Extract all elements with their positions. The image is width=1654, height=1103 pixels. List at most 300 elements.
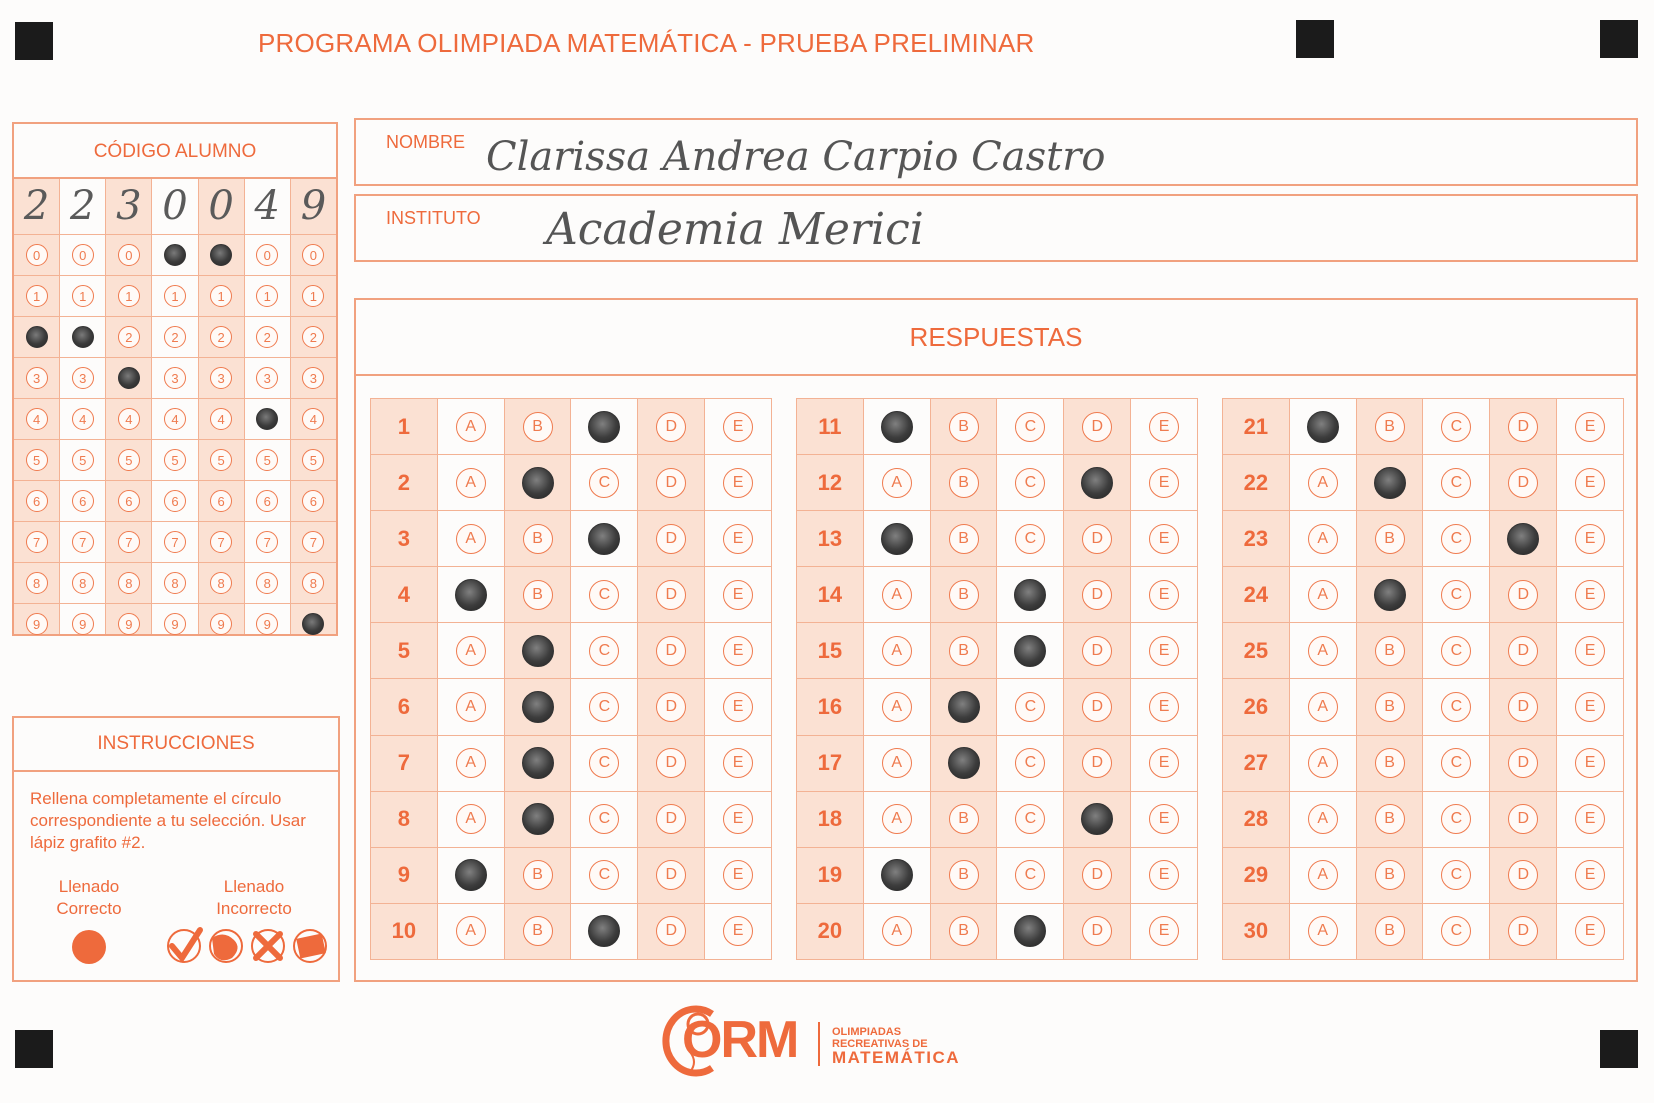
answer-bubble-a[interactable]: A — [882, 468, 912, 498]
code-bubble-8[interactable]: 8 — [210, 572, 232, 594]
answer-bubble-c[interactable]: C — [1441, 524, 1471, 554]
code-bubble-7[interactable]: 7 — [302, 531, 324, 553]
answer-bubble-d[interactable]: D — [1082, 860, 1112, 890]
code-bubble-6[interactable]: 6 — [302, 490, 324, 512]
answer-bubble-a[interactable]: A — [456, 692, 486, 722]
code-bubble-7[interactable]: 7 — [210, 531, 232, 553]
answer-bubble-a[interactable]: A — [456, 748, 486, 778]
answer-row-9 — [371, 848, 771, 904]
code-cell — [199, 317, 244, 358]
answer-bubble-c[interactable]: C — [589, 636, 619, 666]
answer-bubble-c[interactable]: C — [589, 468, 619, 498]
code-bubble-1[interactable]: 1 — [72, 285, 94, 307]
code-cell — [60, 276, 105, 317]
code-bubble-4[interactable]: 4 — [72, 408, 94, 430]
option-cell — [1490, 455, 1557, 510]
answer-bubble-b[interactable]: B — [1375, 524, 1405, 554]
code-cell — [291, 481, 336, 522]
code-cell — [152, 481, 197, 522]
answer-bubble-a[interactable]: A — [882, 580, 912, 610]
option-cell — [931, 904, 998, 959]
code-bubble-7[interactable]: 7 — [26, 531, 48, 553]
code-bubble-0[interactable] — [164, 244, 186, 266]
code-bubble-2[interactable] — [72, 326, 94, 348]
code-bubble-3[interactable]: 3 — [26, 367, 48, 389]
code-bubble-1[interactable]: 1 — [302, 285, 324, 307]
answer-bubble-a[interactable]: A — [882, 692, 912, 722]
answer-bubble-e[interactable]: E — [1575, 580, 1605, 610]
answer-bubble-b[interactable] — [522, 803, 554, 835]
answer-bubble-a[interactable]: A — [456, 636, 486, 666]
code-cell — [291, 563, 336, 604]
code-bubble-0[interactable]: 0 — [302, 244, 324, 266]
answer-bubble-c[interactable]: C — [1441, 692, 1471, 722]
answer-bubble-e[interactable]: E — [1575, 748, 1605, 778]
answer-bubble-b[interactable]: B — [523, 916, 553, 946]
answer-bubble-b[interactable]: B — [1375, 804, 1405, 834]
answer-bubble-e[interactable]: E — [723, 860, 753, 890]
code-cell — [152, 358, 197, 399]
code-cell — [106, 604, 151, 644]
answer-bubble-a[interactable]: A — [456, 804, 486, 834]
answer-bubble-d[interactable]: D — [656, 804, 686, 834]
answer-bubble-e[interactable]: E — [1149, 748, 1179, 778]
answer-bubble-a[interactable]: A — [882, 748, 912, 778]
answer-bubble-d[interactable]: D — [1508, 860, 1538, 890]
answer-bubble-c[interactable] — [588, 411, 620, 443]
option-cell — [705, 904, 771, 959]
code-bubble-0[interactable]: 0 — [72, 244, 94, 266]
code-bubble-4[interactable]: 4 — [210, 408, 232, 430]
answer-bubble-e[interactable]: E — [723, 580, 753, 610]
answer-bubble-c[interactable]: C — [1015, 524, 1045, 554]
answer-bubble-e[interactable]: E — [1575, 692, 1605, 722]
code-bubble-6[interactable]: 6 — [210, 490, 232, 512]
option-cell — [1357, 736, 1424, 791]
answer-bubble-c[interactable]: C — [1015, 468, 1045, 498]
option-cell — [997, 679, 1064, 734]
question-number: 20 — [817, 918, 843, 944]
answer-bubble-b[interactable]: B — [523, 580, 553, 610]
code-bubble-9[interactable]: 9 — [164, 613, 186, 635]
code-bubble-8[interactable]: 8 — [72, 572, 94, 594]
answer-bubble-b[interactable] — [522, 747, 554, 779]
answer-row-22 — [1223, 455, 1623, 511]
answer-bubble-b[interactable]: B — [1375, 412, 1405, 442]
answer-bubble-d[interactable]: D — [656, 636, 686, 666]
answer-bubble-d[interactable]: D — [656, 916, 686, 946]
answer-bubble-a[interactable] — [455, 859, 487, 891]
answer-bubble-e[interactable]: E — [1149, 524, 1179, 554]
answer-bubble-c[interactable] — [1014, 915, 1046, 947]
answer-bubble-d[interactable] — [1081, 467, 1113, 499]
answer-bubble-d[interactable]: D — [656, 468, 686, 498]
answer-bubble-b[interactable]: B — [1375, 860, 1405, 890]
answer-bubble-d[interactable]: D — [1082, 692, 1112, 722]
answer-bubble-d[interactable]: D — [656, 860, 686, 890]
answer-bubble-c[interactable] — [1014, 635, 1046, 667]
code-bubble-0[interactable]: 0 — [118, 244, 140, 266]
code-bubble-5[interactable]: 5 — [302, 449, 324, 471]
answer-bubble-e[interactable]: E — [723, 412, 753, 442]
answer-bubble-b[interactable] — [1374, 579, 1406, 611]
answer-bubble-a[interactable] — [881, 411, 913, 443]
answer-bubble-e[interactable]: E — [1575, 524, 1605, 554]
answer-bubble-c[interactable]: C — [1015, 692, 1045, 722]
option-cell — [1131, 511, 1197, 566]
answer-bubble-b[interactable]: B — [949, 412, 979, 442]
option-cell — [1290, 567, 1357, 622]
answer-bubble-b[interactable]: B — [1375, 748, 1405, 778]
code-bubble-9[interactable]: 9 — [210, 613, 232, 635]
code-cell — [152, 399, 197, 440]
answer-bubble-a[interactable]: A — [1308, 804, 1338, 834]
answer-bubble-c[interactable]: C — [1015, 412, 1045, 442]
code-bubble-4[interactable]: 4 — [302, 408, 324, 430]
option-cell — [931, 455, 998, 510]
answer-bubble-e[interactable]: E — [1575, 412, 1605, 442]
code-bubble-8[interactable]: 8 — [118, 572, 140, 594]
code-bubble-7[interactable]: 7 — [164, 531, 186, 553]
answer-bubble-c[interactable]: C — [589, 860, 619, 890]
option-cell — [705, 848, 771, 903]
code-cell — [60, 399, 105, 440]
answer-bubble-b[interactable]: B — [523, 524, 553, 554]
answer-bubble-c[interactable]: C — [589, 692, 619, 722]
answer-bubble-c[interactable]: C — [1441, 636, 1471, 666]
answer-bubble-d[interactable]: D — [656, 580, 686, 610]
question-number-cell — [1223, 679, 1290, 734]
option-cell — [505, 679, 572, 734]
answer-bubble-c[interactable]: C — [1441, 860, 1471, 890]
code-bubble-5[interactable]: 5 — [72, 449, 94, 471]
code-bubble-9[interactable] — [302, 613, 324, 635]
answer-bubble-d[interactable]: D — [1082, 748, 1112, 778]
code-cell — [245, 563, 290, 604]
code-bubble-1[interactable]: 1 — [164, 285, 186, 307]
answer-bubble-c[interactable] — [588, 523, 620, 555]
answer-bubble-e[interactable]: E — [723, 692, 753, 722]
answer-bubble-b[interactable]: B — [949, 636, 979, 666]
answer-bubble-d[interactable]: D — [1508, 916, 1538, 946]
answer-bubble-a[interactable]: A — [1308, 580, 1338, 610]
code-bubble-8[interactable]: 8 — [256, 572, 278, 594]
option-cell — [571, 511, 638, 566]
answer-bubble-d[interactable]: D — [656, 692, 686, 722]
answer-bubble-a[interactable]: A — [456, 916, 486, 946]
answer-bubble-d[interactable]: D — [656, 748, 686, 778]
answer-bubble-c[interactable]: C — [1015, 748, 1045, 778]
question-number: 29 — [1243, 862, 1269, 888]
question-number-cell — [1223, 567, 1290, 622]
answer-bubble-d[interactable]: D — [656, 524, 686, 554]
option-cell — [638, 511, 705, 566]
answer-bubble-b[interactable] — [522, 467, 554, 499]
answer-bubble-a[interactable]: A — [1308, 524, 1338, 554]
question-number: 19 — [817, 862, 843, 888]
answer-bubble-e[interactable]: E — [723, 916, 753, 946]
answer-bubble-e[interactable]: E — [1149, 412, 1179, 442]
option-cell — [1131, 679, 1197, 734]
question-number: 25 — [1243, 637, 1269, 663]
answer-bubble-b[interactable]: B — [949, 524, 979, 554]
code-bubble-0[interactable]: 0 — [256, 244, 278, 266]
code-bubble-9[interactable]: 9 — [26, 613, 48, 635]
handwritten-digit: 0 — [199, 179, 244, 235]
answer-bubble-e[interactable]: E — [723, 748, 753, 778]
code-bubble-8[interactable]: 8 — [164, 572, 186, 594]
code-cell — [199, 358, 244, 399]
answer-bubble-b[interactable]: B — [1375, 916, 1405, 946]
answer-bubble-a[interactable]: A — [882, 916, 912, 946]
option-cell — [1131, 399, 1197, 454]
question-number-cell — [797, 792, 864, 847]
code-bubble-5[interactable]: 5 — [210, 449, 232, 471]
answer-bubble-a[interactable] — [455, 579, 487, 611]
code-bubble-3[interactable]: 3 — [256, 367, 278, 389]
question-number: 18 — [817, 806, 843, 832]
nombre-field[interactable] — [354, 118, 1638, 186]
answer-bubble-a[interactable]: A — [456, 468, 486, 498]
answer-bubble-b[interactable] — [522, 691, 554, 723]
code-bubble-5[interactable]: 5 — [26, 449, 48, 471]
code-cell — [14, 399, 59, 440]
answer-bubble-c[interactable]: C — [1441, 412, 1471, 442]
answer-bubble-d[interactable]: D — [1082, 916, 1112, 946]
answer-bubble-a[interactable]: A — [882, 804, 912, 834]
option-cell — [1131, 455, 1197, 510]
answer-bubble-e[interactable]: E — [1575, 468, 1605, 498]
option-cell — [571, 848, 638, 903]
code-column-5 — [199, 179, 245, 634]
question-number: 5 — [397, 637, 411, 663]
answer-row-17 — [797, 736, 1197, 792]
student-code-title: CÓDIGO ALUMNO — [14, 124, 336, 179]
code-bubble-2[interactable] — [26, 326, 48, 348]
code-bubble-9[interactable]: 9 — [72, 613, 94, 635]
code-bubble-6[interactable]: 6 — [256, 490, 278, 512]
answer-bubble-d[interactable]: D — [656, 412, 686, 442]
option-cell — [638, 399, 705, 454]
option-cell — [705, 511, 771, 566]
answer-bubble-e[interactable]: E — [1149, 692, 1179, 722]
answer-bubble-e[interactable]: E — [723, 468, 753, 498]
answer-bubble-b[interactable]: B — [949, 468, 979, 498]
option-cell — [997, 399, 1064, 454]
option-cell — [1557, 792, 1623, 847]
answer-bubble-e[interactable]: E — [1149, 916, 1179, 946]
answer-bubble-e[interactable]: E — [1575, 860, 1605, 890]
answer-bubble-e[interactable]: E — [1149, 468, 1179, 498]
code-bubble-4[interactable] — [256, 408, 278, 430]
answer-bubble-b[interactable]: B — [523, 412, 553, 442]
answer-bubble-e[interactable]: E — [1149, 636, 1179, 666]
code-bubble-4[interactable]: 4 — [26, 408, 48, 430]
code-column-4 — [152, 179, 198, 634]
code-bubble-5[interactable]: 5 — [118, 449, 140, 471]
answer-bubble-c[interactable]: C — [1441, 468, 1471, 498]
answer-bubble-c[interactable]: C — [1441, 804, 1471, 834]
code-bubble-9[interactable]: 9 — [256, 613, 278, 635]
option-cell — [638, 736, 705, 791]
answer-bubble-c[interactable]: C — [1015, 804, 1045, 834]
answer-row-3 — [371, 511, 771, 567]
answer-bubble-b[interactable]: B — [949, 916, 979, 946]
answer-row-4 — [371, 567, 771, 623]
answer-bubble-d[interactable]: D — [1508, 468, 1538, 498]
option-cell — [1357, 511, 1424, 566]
answer-bubble-e[interactable]: E — [1149, 860, 1179, 890]
code-bubble-0[interactable]: 0 — [26, 244, 48, 266]
code-bubble-6[interactable]: 6 — [164, 490, 186, 512]
answer-bubble-d[interactable]: D — [1508, 636, 1538, 666]
answer-bubble-c[interactable]: C — [589, 748, 619, 778]
code-bubble-3[interactable]: 3 — [210, 367, 232, 389]
code-bubble-3[interactable]: 3 — [72, 367, 94, 389]
option-cell — [1064, 623, 1131, 678]
code-bubble-6[interactable]: 6 — [26, 490, 48, 512]
code-column-1 — [14, 179, 60, 634]
code-bubble-7[interactable]: 7 — [72, 531, 94, 553]
code-bubble-2[interactable]: 2 — [164, 326, 186, 348]
answer-bubble-e[interactable]: E — [723, 636, 753, 666]
option-cell — [1290, 511, 1357, 566]
question-number-cell — [371, 399, 438, 454]
code-cell — [14, 604, 59, 644]
page-title: PROGRAMA OLIMPIADA MATEMÁTICA - PRUEBA PRELIMINAR — [258, 28, 1035, 58]
code-bubble-9[interactable]: 9 — [118, 613, 140, 635]
answer-bubble-a[interactable] — [881, 859, 913, 891]
answer-bubble-d[interactable]: D — [1082, 524, 1112, 554]
code-bubble-4[interactable]: 4 — [164, 408, 186, 430]
option-cell — [1290, 679, 1357, 734]
answer-bubble-b[interactable]: B — [1375, 692, 1405, 722]
code-bubble-3[interactable] — [118, 367, 140, 389]
code-bubble-1[interactable]: 1 — [210, 285, 232, 307]
answer-bubble-e[interactable]: E — [723, 524, 753, 554]
code-bubble-5[interactable]: 5 — [256, 449, 278, 471]
answer-bubble-e[interactable]: E — [1149, 804, 1179, 834]
code-cell — [106, 317, 151, 358]
answer-row-15 — [797, 623, 1197, 679]
answer-bubble-d[interactable]: D — [1082, 412, 1112, 442]
answer-bubble-c[interactable]: C — [1015, 860, 1045, 890]
answer-bubble-b[interactable] — [522, 635, 554, 667]
answer-bubble-a[interactable] — [881, 523, 913, 555]
option-cell — [1557, 567, 1623, 622]
answer-bubble-c[interactable] — [1014, 579, 1046, 611]
answer-bubble-b[interactable] — [948, 691, 980, 723]
option-cell — [1064, 399, 1131, 454]
answer-bubble-d[interactable]: D — [1508, 692, 1538, 722]
code-bubble-6[interactable]: 6 — [72, 490, 94, 512]
option-cell — [705, 736, 771, 791]
code-bubble-5[interactable]: 5 — [164, 449, 186, 471]
answer-bubble-c[interactable] — [588, 915, 620, 947]
question-number: 10 — [391, 918, 417, 944]
answer-bubble-b[interactable]: B — [1375, 636, 1405, 666]
code-bubble-1[interactable]: 1 — [118, 285, 140, 307]
code-bubble-7[interactable]: 7 — [256, 531, 278, 553]
code-bubble-4[interactable]: 4 — [118, 408, 140, 430]
instituto-field[interactable] — [354, 194, 1638, 262]
answer-bubble-d[interactable]: D — [1082, 580, 1112, 610]
option-cell — [438, 623, 505, 678]
code-bubble-3[interactable]: 3 — [164, 367, 186, 389]
answer-bubble-e[interactable]: E — [1575, 804, 1605, 834]
answer-bubble-c[interactable]: C — [589, 804, 619, 834]
code-bubble-2[interactable]: 2 — [302, 326, 324, 348]
code-bubble-2[interactable]: 2 — [118, 326, 140, 348]
code-bubble-6[interactable]: 6 — [118, 490, 140, 512]
answer-bubble-e[interactable]: E — [1575, 636, 1605, 666]
registration-mark-bottom-left — [15, 1030, 53, 1068]
answer-bubble-b[interactable]: B — [949, 804, 979, 834]
code-bubble-2[interactable]: 2 — [210, 326, 232, 348]
answer-bubble-e[interactable]: E — [1149, 580, 1179, 610]
code-cell — [245, 604, 290, 644]
option-cell — [505, 399, 572, 454]
code-cell — [199, 440, 244, 481]
option-cell — [1131, 792, 1197, 847]
question-number-cell — [1223, 848, 1290, 903]
answer-bubble-a[interactable]: A — [1308, 468, 1338, 498]
answer-bubble-b[interactable]: B — [523, 860, 553, 890]
code-bubble-1[interactable]: 1 — [256, 285, 278, 307]
code-bubble-0[interactable] — [210, 244, 232, 266]
code-bubble-1[interactable]: 1 — [26, 285, 48, 307]
answer-bubble-d[interactable]: D — [1082, 636, 1112, 666]
instructions-title: INSTRUCCIONES — [14, 718, 338, 772]
answer-bubble-d[interactable]: D — [1508, 580, 1538, 610]
answer-bubble-b[interactable] — [948, 747, 980, 779]
option-cell — [1290, 792, 1357, 847]
answer-bubble-d[interactable] — [1081, 803, 1113, 835]
answer-bubble-d[interactable]: D — [1508, 804, 1538, 834]
answer-bubble-b[interactable]: B — [949, 580, 979, 610]
answer-bubble-a[interactable]: A — [1308, 636, 1338, 666]
answer-bubble-d[interactable]: D — [1508, 412, 1538, 442]
code-bubble-2[interactable]: 2 — [256, 326, 278, 348]
code-bubble-8[interactable]: 8 — [26, 572, 48, 594]
answer-bubble-e[interactable]: E — [1575, 916, 1605, 946]
answer-bubble-a[interactable]: A — [1308, 916, 1338, 946]
answer-bubble-a[interactable]: A — [1308, 860, 1338, 890]
answer-bubble-a[interactable]: A — [456, 412, 486, 442]
option-cell — [438, 736, 505, 791]
answer-bubble-c[interactable]: C — [589, 580, 619, 610]
answer-bubble-a[interactable]: A — [456, 524, 486, 554]
answer-bubble-b[interactable] — [1374, 467, 1406, 499]
option-cell — [438, 679, 505, 734]
code-cell — [199, 481, 244, 522]
answer-bubble-b[interactable]: B — [949, 860, 979, 890]
answer-bubble-a[interactable]: A — [1308, 748, 1338, 778]
code-bubble-8[interactable]: 8 — [302, 572, 324, 594]
answer-bubble-e[interactable]: E — [723, 804, 753, 834]
code-bubble-3[interactable]: 3 — [302, 367, 324, 389]
code-cell — [245, 440, 290, 481]
answer-bubble-a[interactable]: A — [882, 636, 912, 666]
code-bubble-7[interactable]: 7 — [118, 531, 140, 553]
answer-bubble-c[interactable]: C — [1441, 748, 1471, 778]
answer-bubble-a[interactable]: A — [1308, 692, 1338, 722]
answer-bubble-d[interactable] — [1507, 523, 1539, 555]
answer-bubble-c[interactable]: C — [1441, 916, 1471, 946]
answer-bubble-d[interactable]: D — [1508, 748, 1538, 778]
answer-bubble-c[interactable]: C — [1441, 580, 1471, 610]
answer-bubble-a[interactable] — [1307, 411, 1339, 443]
